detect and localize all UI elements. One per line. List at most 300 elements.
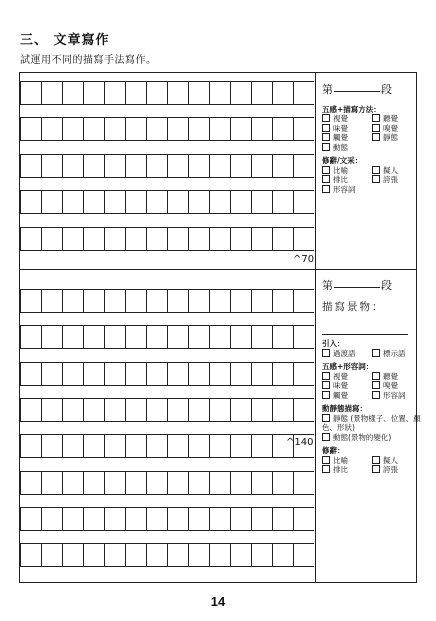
grid-cell[interactable] xyxy=(251,118,272,140)
checklist-option[interactable] xyxy=(322,372,372,382)
checklist-option[interactable] xyxy=(322,456,372,466)
checklist-option[interactable] xyxy=(372,133,422,143)
grid-cell[interactable] xyxy=(293,326,314,348)
grid-cell[interactable] xyxy=(272,363,293,385)
grid-cell[interactable] xyxy=(272,399,293,421)
checkbox-label: 動態(景物的變化) xyxy=(333,432,392,442)
checkbox-label: 味覺 xyxy=(333,381,348,390)
checkbox[interactable] xyxy=(322,372,330,380)
grid-cell[interactable] xyxy=(230,544,251,566)
grid-cell[interactable] xyxy=(62,191,83,213)
grid-cell[interactable] xyxy=(230,155,251,177)
grid-cell[interactable] xyxy=(167,228,188,250)
checklist-options xyxy=(322,413,421,443)
grid-cell[interactable] xyxy=(209,363,230,385)
checklist-option[interactable] xyxy=(372,381,422,391)
grid-cell[interactable] xyxy=(41,82,62,104)
grid-cell[interactable] xyxy=(209,472,230,494)
grid-cell[interactable] xyxy=(104,82,125,104)
grid-cell[interactable] xyxy=(272,191,293,213)
grid-cell[interactable] xyxy=(230,326,251,348)
grid-cell[interactable] xyxy=(125,544,146,566)
grid-cell[interactable] xyxy=(230,399,251,421)
grid-cell[interactable] xyxy=(272,508,293,530)
grid-cell[interactable] xyxy=(209,118,230,140)
grid-row xyxy=(20,507,314,531)
checkbox[interactable] xyxy=(372,381,380,389)
checklist-title: 引入： xyxy=(322,339,345,348)
checklist-option[interactable] xyxy=(372,114,422,124)
grid-cell[interactable] xyxy=(83,290,104,312)
checkbox[interactable] xyxy=(372,166,380,174)
grid-cell[interactable] xyxy=(20,155,41,177)
grid-cell[interactable] xyxy=(83,508,104,530)
grid-cell[interactable] xyxy=(293,544,314,566)
checkbox[interactable] xyxy=(322,456,330,464)
grid-cell[interactable] xyxy=(209,544,230,566)
grid-cell[interactable] xyxy=(293,155,314,177)
grid-cell[interactable] xyxy=(20,191,41,213)
checkbox[interactable] xyxy=(372,133,380,141)
checkbox[interactable] xyxy=(322,465,330,473)
grid-cell[interactable] xyxy=(83,544,104,566)
grid-cell[interactable] xyxy=(230,228,251,250)
checkbox-label: 比喻 xyxy=(333,165,348,175)
grid-cell[interactable] xyxy=(188,326,209,348)
grid-cell[interactable] xyxy=(20,472,41,494)
page-number: 14 xyxy=(210,594,226,609)
checklist-option[interactable] xyxy=(322,114,372,124)
checklist-option[interactable] xyxy=(322,414,422,433)
grid-cell[interactable] xyxy=(272,118,293,140)
grid-cell[interactable] xyxy=(251,228,272,250)
grid-cell[interactable] xyxy=(41,544,62,566)
checklist-options xyxy=(322,456,416,475)
outline-panel-2 xyxy=(322,279,421,475)
checkbox-label: 靜態 (景物樣子、位置、顏色、形狀) xyxy=(322,413,421,432)
grid-cell[interactable] xyxy=(230,290,251,312)
grid-cell[interactable] xyxy=(125,155,146,177)
grid-cell[interactable] xyxy=(41,118,62,140)
grid-cell[interactable] xyxy=(209,435,230,457)
grid-row xyxy=(20,289,314,313)
paragraph-suffix: 段 xyxy=(381,83,392,96)
grid-cell[interactable] xyxy=(20,399,41,421)
grid-cell[interactable] xyxy=(251,155,272,177)
checklist-option[interactable] xyxy=(372,166,422,176)
grid-cell[interactable] xyxy=(293,82,314,104)
checkbox[interactable] xyxy=(372,114,380,122)
grid-cell[interactable] xyxy=(125,82,146,104)
grid-cell[interactable] xyxy=(167,118,188,140)
checkbox[interactable] xyxy=(322,414,330,422)
grid-cell[interactable] xyxy=(167,544,188,566)
count-marker-140: ^140 xyxy=(286,437,314,448)
grid-cell[interactable] xyxy=(251,363,272,385)
checkbox-label: 聽覺 xyxy=(383,371,398,381)
grid-row xyxy=(20,81,314,105)
checkbox-label: 靜態 xyxy=(383,133,398,142)
checkbox-label: 排比 xyxy=(333,465,348,474)
checkbox[interactable] xyxy=(322,175,330,183)
grid-cell[interactable] xyxy=(167,472,188,494)
count-marker-70: ^70 xyxy=(293,254,315,265)
grid-cell[interactable] xyxy=(104,363,125,385)
grid-cell[interactable] xyxy=(20,228,41,250)
grid-cell[interactable] xyxy=(41,290,62,312)
checkbox[interactable] xyxy=(322,349,330,357)
checklist-option[interactable] xyxy=(322,166,372,176)
checkbox[interactable] xyxy=(372,456,380,464)
grid-cell[interactable] xyxy=(167,399,188,421)
grid-cell[interactable] xyxy=(41,191,62,213)
grid-cell[interactable] xyxy=(188,399,209,421)
grid-cell[interactable] xyxy=(62,118,83,140)
grid-row xyxy=(20,471,314,495)
grid-cell[interactable] xyxy=(146,472,167,494)
checklist-option[interactable] xyxy=(372,175,422,185)
grid-cell[interactable] xyxy=(272,472,293,494)
grid-cell[interactable] xyxy=(167,82,188,104)
grid-cell[interactable] xyxy=(293,228,314,250)
grid-cell[interactable] xyxy=(188,82,209,104)
checklist-option[interactable] xyxy=(372,124,422,134)
checklist-title: 五感+形容詞： xyxy=(322,362,374,371)
grid-cell[interactable] xyxy=(146,544,167,566)
grid-cell[interactable] xyxy=(104,472,125,494)
grid-cell[interactable] xyxy=(41,326,62,348)
checkbox-label: 擬人 xyxy=(383,455,398,465)
grid-cell[interactable] xyxy=(293,118,314,140)
grid-cell[interactable] xyxy=(62,363,83,385)
grid-cell[interactable] xyxy=(146,155,167,177)
grid-cell[interactable] xyxy=(125,508,146,530)
grid-cell[interactable] xyxy=(272,326,293,348)
grid-cell[interactable] xyxy=(188,290,209,312)
checkbox-label: 形容詞 xyxy=(383,390,406,400)
grid-cell[interactable] xyxy=(125,399,146,421)
grid-cell[interactable] xyxy=(20,363,41,385)
grid-cell[interactable] xyxy=(167,290,188,312)
checkbox[interactable] xyxy=(322,391,330,399)
grid-row xyxy=(20,362,314,386)
grid-cell[interactable] xyxy=(62,435,83,457)
grid-cell[interactable] xyxy=(272,155,293,177)
grid-row xyxy=(20,398,314,422)
checkbox-label: 嗅覺 xyxy=(383,123,398,133)
grid-cell[interactable] xyxy=(230,118,251,140)
checklist-option[interactable] xyxy=(322,124,372,134)
scenery-label: 描寫景物： xyxy=(322,300,385,313)
checkbox-label: 動態 xyxy=(333,142,348,152)
grid-cell[interactable] xyxy=(146,363,167,385)
grid-cell[interactable] xyxy=(188,508,209,530)
grid-cell[interactable] xyxy=(62,399,83,421)
checkbox[interactable] xyxy=(372,391,380,399)
grid-cell[interactable] xyxy=(41,363,62,385)
grid-cell[interactable] xyxy=(251,544,272,566)
grid-cell[interactable] xyxy=(20,435,41,457)
grid-cell[interactable] xyxy=(272,228,293,250)
grid-cell[interactable] xyxy=(146,399,167,421)
grid-cell[interactable] xyxy=(293,399,314,421)
grid-cell[interactable] xyxy=(209,326,230,348)
section-heading: 三、 文章寫作 xyxy=(20,33,110,48)
checkbox[interactable] xyxy=(322,381,330,389)
checkbox[interactable] xyxy=(322,114,330,122)
grid-cell[interactable] xyxy=(230,508,251,530)
grid-cell[interactable] xyxy=(209,191,230,213)
grid-cell[interactable] xyxy=(293,363,314,385)
checklist-title: 五感+描寫方法： xyxy=(322,104,381,114)
grid-cell[interactable] xyxy=(272,82,293,104)
checkbox[interactable] xyxy=(322,433,330,441)
checklist-title: 修辭： xyxy=(322,446,345,455)
checkbox-label: 標示語 xyxy=(383,348,406,358)
grid-cell[interactable] xyxy=(62,228,83,250)
checklist-options xyxy=(322,114,414,152)
grid-row xyxy=(20,154,314,178)
grid-cell[interactable] xyxy=(83,82,104,104)
checklist-option[interactable] xyxy=(372,391,422,401)
checkbox-label: 排比 xyxy=(333,175,348,184)
checklist-option[interactable] xyxy=(322,143,372,153)
grid-cell[interactable] xyxy=(104,228,125,250)
grid-cell[interactable] xyxy=(104,290,125,312)
grid-cell[interactable] xyxy=(188,118,209,140)
grid-cell[interactable] xyxy=(146,508,167,530)
checklist-option[interactable] xyxy=(372,372,422,382)
grid-cell[interactable] xyxy=(272,544,293,566)
grid-cell[interactable] xyxy=(230,82,251,104)
checklist-option[interactable] xyxy=(372,349,422,359)
checklist-options xyxy=(322,349,416,359)
grid-cell[interactable] xyxy=(188,228,209,250)
paragraph-prefix: 第 xyxy=(322,279,333,292)
grid-cell[interactable] xyxy=(125,472,146,494)
grid-cell[interactable] xyxy=(251,191,272,213)
grid-cell[interactable] xyxy=(167,155,188,177)
checkbox[interactable] xyxy=(372,124,380,132)
writing-frame xyxy=(19,72,421,583)
grid-cell[interactable] xyxy=(167,326,188,348)
grid-cell[interactable] xyxy=(230,191,251,213)
scenery-answer-line[interactable] xyxy=(322,334,408,335)
grid-cell[interactable] xyxy=(251,82,272,104)
grid-cell[interactable] xyxy=(83,472,104,494)
grid-cell[interactable] xyxy=(188,155,209,177)
grid-cell[interactable] xyxy=(146,191,167,213)
paragraph-number-blank[interactable] xyxy=(334,279,380,288)
checkbox[interactable] xyxy=(322,185,330,193)
grid-cell[interactable] xyxy=(62,544,83,566)
grid-cell[interactable] xyxy=(125,191,146,213)
paragraph-number-blank[interactable] xyxy=(334,83,380,92)
checkbox[interactable] xyxy=(372,372,380,380)
checkbox-label: 誇張 xyxy=(383,465,398,474)
grid-cell[interactable] xyxy=(125,363,146,385)
grid-cell[interactable] xyxy=(41,508,62,530)
grid-cell[interactable] xyxy=(230,435,251,457)
grid-cell[interactable] xyxy=(83,191,104,213)
grid-cell[interactable] xyxy=(104,155,125,177)
grid-cell[interactable] xyxy=(83,155,104,177)
grid-cell[interactable] xyxy=(251,326,272,348)
grid-cell[interactable] xyxy=(188,191,209,213)
grid-cell[interactable] xyxy=(251,472,272,494)
grid-row xyxy=(20,227,314,251)
grid-cell[interactable] xyxy=(83,399,104,421)
checklist-options xyxy=(322,372,416,401)
grid-cell[interactable] xyxy=(104,326,125,348)
grid-cell[interactable] xyxy=(209,508,230,530)
grid-cell[interactable] xyxy=(125,435,146,457)
checklist-option[interactable] xyxy=(372,456,422,466)
grid-cell[interactable] xyxy=(209,290,230,312)
panel-divider xyxy=(20,269,416,270)
checklist-title: 動靜態描寫： xyxy=(322,404,367,413)
grid-cell[interactable] xyxy=(188,363,209,385)
paragraph-field xyxy=(322,83,414,95)
grid-cell[interactable] xyxy=(146,228,167,250)
checkbox[interactable] xyxy=(322,166,330,174)
grid-cell[interactable] xyxy=(293,472,314,494)
grid-row xyxy=(20,117,314,141)
grid-cell[interactable] xyxy=(188,544,209,566)
checkbox[interactable] xyxy=(322,124,330,132)
grid-cell[interactable] xyxy=(20,508,41,530)
grid-cell[interactable] xyxy=(146,326,167,348)
checklist-option[interactable] xyxy=(322,185,372,195)
checkbox-label: 觸覺 xyxy=(333,390,348,400)
grid-row xyxy=(20,190,314,214)
grid-cell[interactable] xyxy=(125,118,146,140)
grid-cell[interactable] xyxy=(62,326,83,348)
grid-cell[interactable] xyxy=(188,472,209,494)
panel1-checklists xyxy=(322,105,414,195)
grid-cell[interactable] xyxy=(20,544,41,566)
grid-cell[interactable] xyxy=(251,435,272,457)
grid-cell[interactable] xyxy=(251,399,272,421)
checklist-option[interactable] xyxy=(322,465,372,475)
grid-cell[interactable] xyxy=(209,399,230,421)
grid-cell[interactable] xyxy=(62,290,83,312)
grid-cell[interactable] xyxy=(41,228,62,250)
checkbox[interactable] xyxy=(372,175,380,183)
checklist-option[interactable] xyxy=(322,433,422,443)
grid-cell[interactable] xyxy=(62,82,83,104)
grid-cell[interactable] xyxy=(146,118,167,140)
grid-cell[interactable] xyxy=(104,399,125,421)
grid-cell[interactable] xyxy=(83,118,104,140)
checkbox-label: 觸覺 xyxy=(333,133,348,142)
grid-cell[interactable] xyxy=(41,472,62,494)
grid-cell[interactable] xyxy=(20,118,41,140)
grid-row xyxy=(20,434,314,458)
grid-cell[interactable] xyxy=(104,508,125,530)
panel2-checklists xyxy=(322,339,421,475)
grid-cell[interactable] xyxy=(293,290,314,312)
grid-cell[interactable] xyxy=(41,155,62,177)
grid-cell[interactable] xyxy=(41,435,62,457)
grid-cell[interactable] xyxy=(293,508,314,530)
grid-cell[interactable] xyxy=(41,399,62,421)
grid-cell[interactable] xyxy=(230,472,251,494)
grid-cell[interactable] xyxy=(125,326,146,348)
grid-cell[interactable] xyxy=(83,435,104,457)
checkbox[interactable] xyxy=(372,465,380,473)
checklist-option[interactable] xyxy=(322,133,372,143)
paragraph-field xyxy=(322,279,416,291)
grid-cell[interactable] xyxy=(167,508,188,530)
grid-cell[interactable] xyxy=(20,82,41,104)
outline-panel-1 xyxy=(322,83,414,194)
checkbox-label: 擬人 xyxy=(383,165,398,175)
grid-cell[interactable] xyxy=(251,290,272,312)
grid-cell[interactable] xyxy=(125,228,146,250)
grid-cell[interactable] xyxy=(104,435,125,457)
grid-cell[interactable] xyxy=(167,435,188,457)
grid-cell[interactable] xyxy=(104,118,125,140)
grid-cell[interactable] xyxy=(146,290,167,312)
grid-cell[interactable] xyxy=(167,191,188,213)
checklist-option[interactable] xyxy=(322,349,372,359)
column-divider xyxy=(315,73,316,582)
checkbox-label: 嗅覺 xyxy=(383,381,398,390)
grid-row xyxy=(20,325,314,349)
checkbox[interactable] xyxy=(322,143,330,151)
checkbox-label: 視覺 xyxy=(333,371,348,381)
grid-cell[interactable] xyxy=(83,326,104,348)
grid-cell[interactable] xyxy=(125,290,146,312)
checklist-option[interactable] xyxy=(322,381,372,391)
grid-cell[interactable] xyxy=(209,155,230,177)
paragraph-prefix: 第 xyxy=(322,83,333,96)
grid-cell[interactable] xyxy=(167,363,188,385)
grid-cell[interactable] xyxy=(20,326,41,348)
grid-cell[interactable] xyxy=(62,472,83,494)
checkbox-label: 形容詞 xyxy=(333,184,356,194)
checkbox[interactable] xyxy=(322,133,330,141)
grid-cell[interactable] xyxy=(146,435,167,457)
grid-cell[interactable] xyxy=(209,82,230,104)
grid-cell[interactable] xyxy=(62,508,83,530)
checklist-option[interactable] xyxy=(322,391,372,401)
grid-cell[interactable] xyxy=(188,435,209,457)
checklist-option[interactable] xyxy=(372,465,422,475)
grid-cell[interactable] xyxy=(62,155,83,177)
grid-cell[interactable] xyxy=(251,508,272,530)
grid-cell[interactable] xyxy=(209,228,230,250)
checkbox-label: 比喻 xyxy=(333,455,348,465)
instruction-text: 試運用不同的描寫手法寫作。 xyxy=(20,55,157,66)
checklist-title: 修辭/文采： xyxy=(322,156,363,165)
paragraph-suffix: 段 xyxy=(381,279,392,292)
checkbox-label: 誇張 xyxy=(383,175,398,184)
grid-cell[interactable] xyxy=(230,363,251,385)
grid-cell[interactable] xyxy=(104,544,125,566)
checklist-option[interactable] xyxy=(322,175,372,185)
grid-cell[interactable] xyxy=(83,228,104,250)
checkbox-label: 過渡語 xyxy=(333,348,356,358)
grid-cell[interactable] xyxy=(20,290,41,312)
grid-cell[interactable] xyxy=(293,191,314,213)
grid-cell[interactable] xyxy=(83,363,104,385)
grid-cell[interactable] xyxy=(104,191,125,213)
grid-cell[interactable] xyxy=(146,82,167,104)
checkbox[interactable] xyxy=(372,349,380,357)
grid-cell[interactable] xyxy=(272,290,293,312)
